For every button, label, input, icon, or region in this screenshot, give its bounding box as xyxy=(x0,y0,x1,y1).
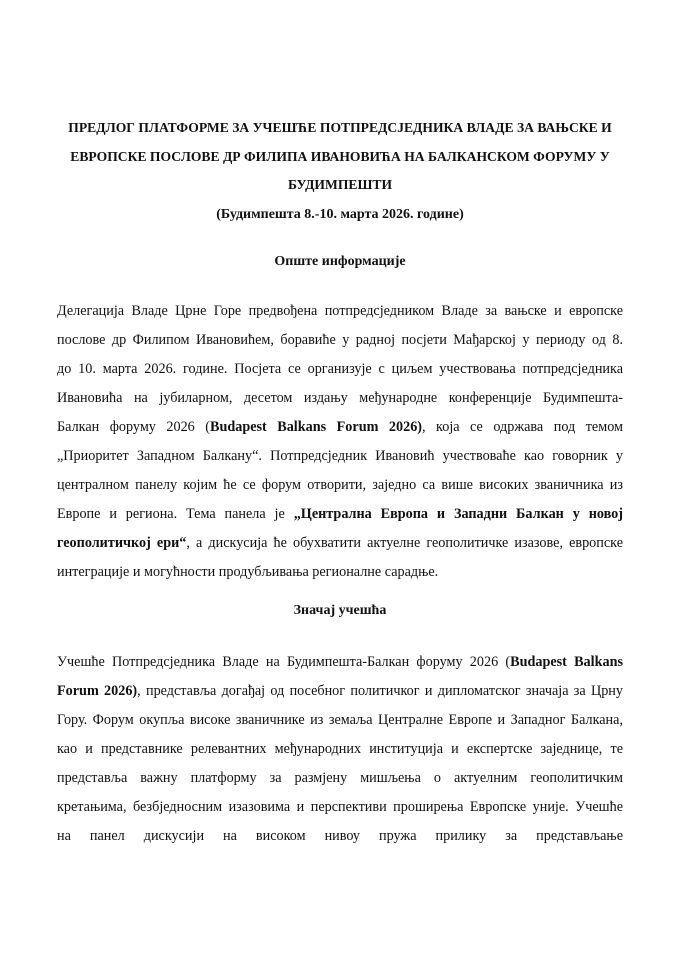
text-line xyxy=(57,677,623,706)
text-line: послове др Филипом Ивановићем, боравиће у радној посјети Мађарској у периоду од 8. xyxy=(57,332,623,348)
bold-forum-name: Budapest Balkans Forum 2026) xyxy=(209,419,423,435)
paragraph-significance xyxy=(57,648,623,851)
title-line: БУДИМПЕШТИ xyxy=(287,177,393,192)
text-line: Ивановића на јубиларном, десетом издању међународне конференције Будимпешта- xyxy=(57,390,623,406)
document-subtitle: (Будимпешта 8.-10. марта 2026. године) xyxy=(216,207,464,222)
text-line: интеграције и могућности продубљивања регионалне сарадње. xyxy=(57,564,439,580)
bold-forum-name: Budapest Balkans xyxy=(510,654,623,670)
text-line: до 10. марта 2026. године. Посјета се организује с циљем учествовања потпредсједника xyxy=(57,361,623,377)
text-line xyxy=(57,500,623,529)
section-heading-general-info: Опште информације xyxy=(274,254,406,269)
text-line: Гору. Форум окупља високе званичнике из земаља Централне Европе и Западног Балкана, xyxy=(57,712,623,728)
title-line: ПРЕДЛОГ ПЛАТФОРМЕ ЗА УЧЕШЋЕ ПОТПРЕДСЈЕДНИКА ВЛАДЕ ЗА ВАЊСКЕ И xyxy=(68,120,612,135)
text-run: Балкан форуму 2026 ( xyxy=(57,419,210,435)
bold-panel-theme: „Централна Европа и Западни Балкан у новој xyxy=(293,506,623,522)
text-run: , која се одржава под темом xyxy=(422,419,623,435)
text-line: централном панелу којим ће се форум отворити, заједно са више високих званичника из xyxy=(57,477,623,493)
text-line: као и представнике релевантних међународних институција и експертске заједнице, те xyxy=(57,741,623,757)
text-run: , представља догађај од посебног политичког и дипломатског значаја за Црну xyxy=(137,683,623,699)
text-line: на панел дискусији на високом нивоу пружа прилику за представљање xyxy=(57,828,623,844)
text-line: кретањима, безбједносним изазовима и перспективи проширења Европске уније. Учешће xyxy=(57,799,623,815)
bold-panel-theme: геополитичкој ери“ xyxy=(57,535,187,551)
text-line xyxy=(57,648,623,677)
text-line: Делегација Владе Црне Горе предвођена потпредсједником Владе за вањске и европске xyxy=(57,303,623,319)
bold-forum-name: Forum 2026) xyxy=(57,683,138,699)
text-run: Европе и региона. Тема панела је xyxy=(57,506,294,522)
document-title xyxy=(57,114,623,200)
title-line: ЕВРОПСКЕ ПОСЛОВЕ ДР ФИЛИПА ИВАНОВИЋА НА БАЛКАНСКОМ ФОРУМУ У xyxy=(70,148,610,164)
text-line xyxy=(57,413,623,442)
text-run: , а дискусија ће обухватити актуелне геополитичке изазове, европске xyxy=(186,535,623,551)
text-line: представља важну платформу за размјену мишљења о актуелним геополитичким xyxy=(57,770,623,786)
text-line xyxy=(57,529,623,558)
text-run: Учешће Потпредсједника Владе на Будимпешта-Балкан форуму 2026 ( xyxy=(57,654,511,670)
text-line: „Приоритет Западном Балкану“. Потпредсједник Ивановић учествоваће као говорник у xyxy=(57,448,623,464)
paragraph-general-info xyxy=(57,297,623,587)
section-heading-significance: Значај учешћа xyxy=(293,603,387,618)
